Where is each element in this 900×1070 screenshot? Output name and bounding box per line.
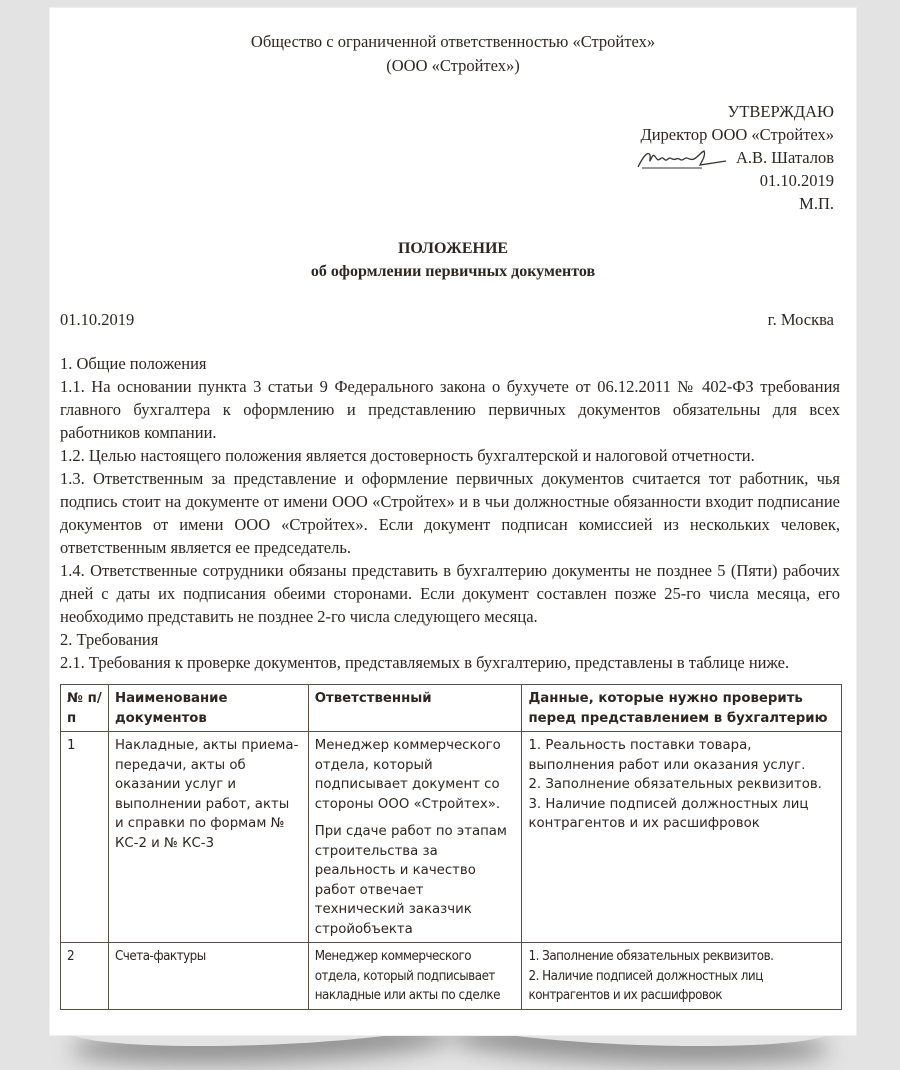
table-row [61,943,842,1010]
document-body [60,352,840,674]
cell-responsible [308,943,522,1010]
table-row [61,732,842,943]
cell-document-name: Накладные, акты приема-передачи, акты об оказании услуг и выполнении работ, акты и справки по формам № КС-2 и № КС-3 [108,732,308,943]
requirements-table [60,684,842,1010]
cell-checks [522,732,842,943]
section-heading: 1. Общие положения [60,354,207,373]
approval-stamp: М.П. [799,194,834,213]
check-item: 2. Заполнение обязательных реквизитов. [528,777,822,792]
document-date: 01.10.2019 [60,310,135,329]
cell-responsible [308,732,522,943]
header-number: № п/п [61,685,109,732]
header-document-name: Наименование документов [108,685,308,732]
paragraph: 1.2. Целью настоящего положения является достоверность бухгалтерской и налоговой отчетности. [60,446,755,465]
check-item: 1. Заполнение обязательных реквизитов. [528,949,774,964]
document-page [49,7,857,1036]
approval-signer: А.В. Шаталов [736,148,834,167]
document-subtitle: об оформлении первичных документов [310,263,596,280]
document-city: г. Москва [767,310,834,329]
header-checks: Данные, которые нужно проверить перед представлением в бухгалтерию [522,685,842,732]
approval-position: Директор ООО «Стройтех» [640,125,834,144]
cell-number: 1 [61,732,109,943]
table-header-row [61,685,842,732]
paragraph: 2.1. Требования к проверке документов, представляемых в бухгалтерию, представлены в таблице ниже. [60,653,790,672]
cell-number: 2 [61,943,109,1010]
cell-checks [522,943,842,1010]
approval-date: 01.10.2019 [759,171,834,190]
responsible-text: Менеджер коммерческого отдела, который подписывает документ со стороны ООО «Стройтех». [314,738,501,812]
paragraph: 1.4. Ответственные сотрудники обязаны представить в бухгалтерию документы не позднее 5 (Пяти) рабочих дней с даты их подписания обеими сторонами. Если документ составлен позже 25-го числа месяца, его необходимо представить не позднее 2-го числа следующего месяца. [60,561,840,626]
responsible-note: При сдаче работ по этапам строительства за реальность и качество работ отвечает технический заказчик стройобъекта [314,824,507,937]
document-title: ПОЛОЖЕНИЕ [397,240,509,257]
organization-short-name: (ООО «Стройтех») [386,56,520,75]
cell-document-name: Счета-фактуры [108,943,308,1010]
paragraph: 1.1. На основании пункта 3 статьи 9 Федерального закона о бухучете от 06.12.2011 № 402-ФЗ требования главного бухгалтера к оформлению и представлению первичных документов обязательны для всех работников компании. [60,377,840,442]
paragraph: 1.3. Ответственным за представление и оформление первичных документов считается тот работник, чья подпись стоит на документе от имени ООО «Стройтех» и в чьи должностные обязанности входит подписание документов от имени ООО «Стройтех». Если документ подписан комиссией из нескольких человек, ответственным является ее председатель. [60,469,840,557]
responsible-text: Менеджер коммерческого отдела, который подписывает накладные или акты по сделке [314,949,500,1003]
check-item: 3. Наличие подписей должностных лиц контрагентов и их расшифровок [528,796,809,831]
approval-label: УТВЕРЖДАЮ [727,102,834,121]
check-item: 2. Наличие подписей должностных лиц контрагентов и их расшифровок [528,968,763,1003]
organization-full-name: Общество с ограниченной ответственностью «Стройтех» [250,32,656,51]
check-item: 1. Реальность поставки товара, выполнения работ или оказания услуг. [528,738,806,773]
header-responsible: Ответственный [308,685,522,732]
signature-icon [634,147,729,176]
section-heading: 2. Требования [60,630,159,649]
